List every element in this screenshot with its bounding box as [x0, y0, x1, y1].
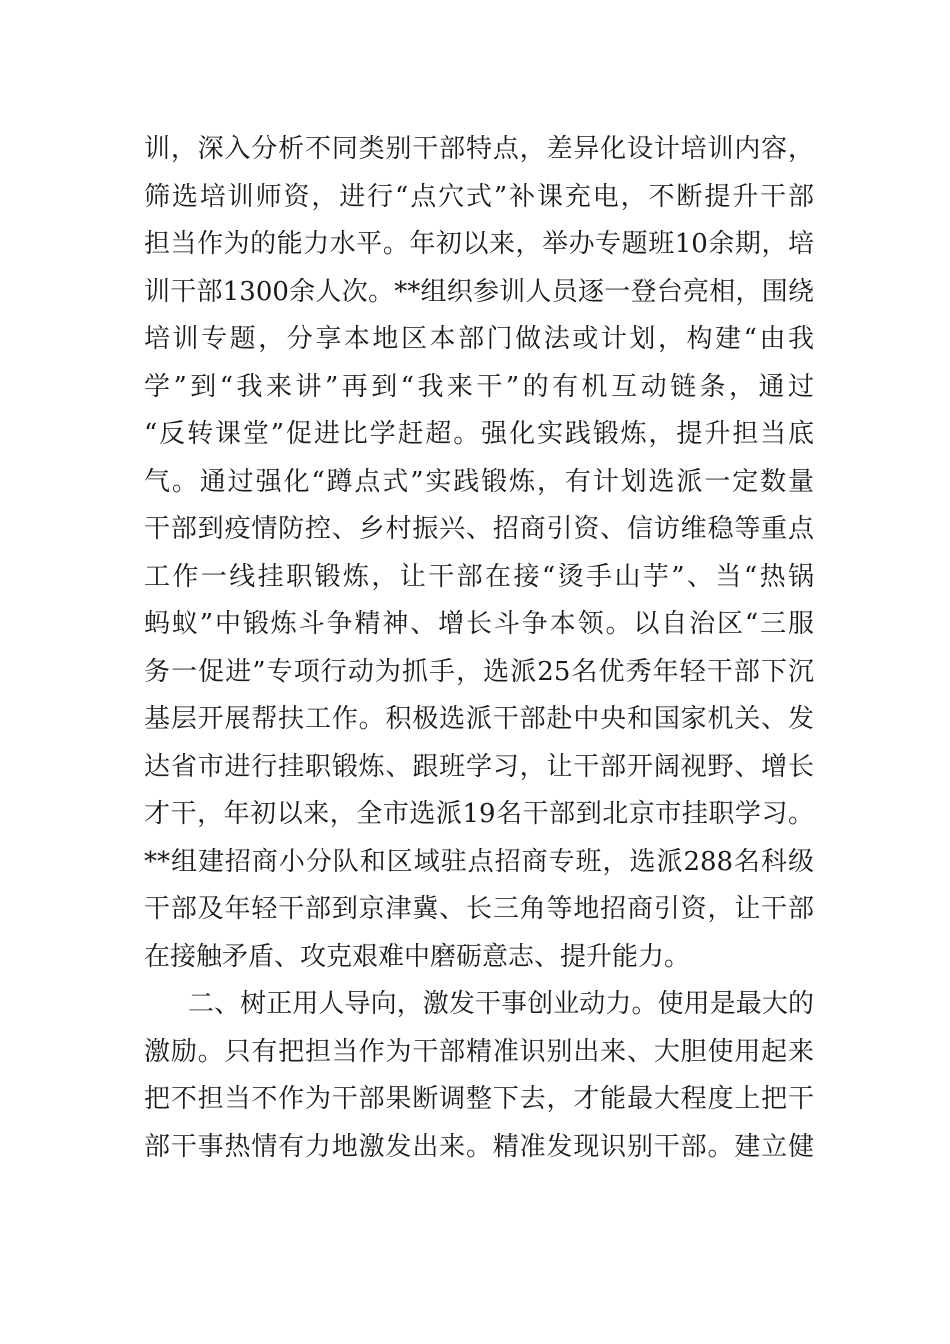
- body-text: [144, 126, 814, 1171]
- text-line: 训干部1300余人次。**组织参训人员逐一登台亮相，围绕: [144, 276, 814, 307]
- text-line: **组建招商小分队和区域驻点招商专班，选派288名科级: [144, 846, 814, 877]
- text-line: “反转课堂”促进比学赶超。强化实践锻炼，提升担当底: [144, 419, 814, 449]
- text-line: 激励。只有把担当作为干部精准识别出来、大胆使用起来: [144, 1036, 814, 1067]
- text-line: 部干事热情有力地激发出来。精准发现识别干部。建立健: [144, 1131, 814, 1162]
- text-line: 干部及年轻干部到京津冀、长三角等地招商引资，让干部: [144, 894, 814, 924]
- text-line: 务一促进”专项行动为抓手，选派25名优秀年轻干部下沉: [144, 656, 814, 687]
- text-line: 学”到“我来讲”再到“我来干”的有机互动链条，通过: [144, 371, 814, 402]
- text-line: 训，深入分析不同类别干部特点，差异化设计培训内容，: [144, 134, 814, 164]
- text-line: 才干，年初以来，全市选派19名干部到北京市挂职学习。: [144, 799, 814, 829]
- text-line: 蚂蚁”中锻炼斗争精神、增长斗争本领。以自治区“三服: [144, 609, 814, 639]
- text-line: 培训专题，分享本地区本部门做法或计划，构建“由我: [144, 324, 814, 354]
- text-line: 达省市进行挂职锻炼、跟班学习，让干部开阔视野、增长: [144, 751, 814, 782]
- text-line: 基层开展帮扶工作。积极选派干部赴中央和国家机关、发: [144, 704, 814, 734]
- text-line: 把不担当不作为干部果断调整下去，才能最大程度上把干: [144, 1084, 814, 1114]
- text-line: 工作一线挂职锻炼，让干部在接“烫手山芋”、当“热锅: [144, 561, 814, 592]
- paragraph-last-line: 在接触矛盾、攻克艰难中磨砺意志、提升能力。: [144, 941, 691, 972]
- section-heading-line: 二、树正用人导向，激发干事创业动力。使用是最大的: [188, 989, 814, 1019]
- text-line: 担当作为的能力水平。年初以来，举办专题班10余期，培: [144, 229, 814, 259]
- text-line: 干部到疫情防控、乡村振兴、招商引资、信访维稳等重点: [144, 514, 814, 544]
- text-line: 气。通过强化“蹲点式”实践锻炼，有计划选派一定数量: [144, 466, 814, 497]
- text-line: 筛选培训师资，进行“点穴式”补课充电，不断提升干部: [144, 181, 814, 212]
